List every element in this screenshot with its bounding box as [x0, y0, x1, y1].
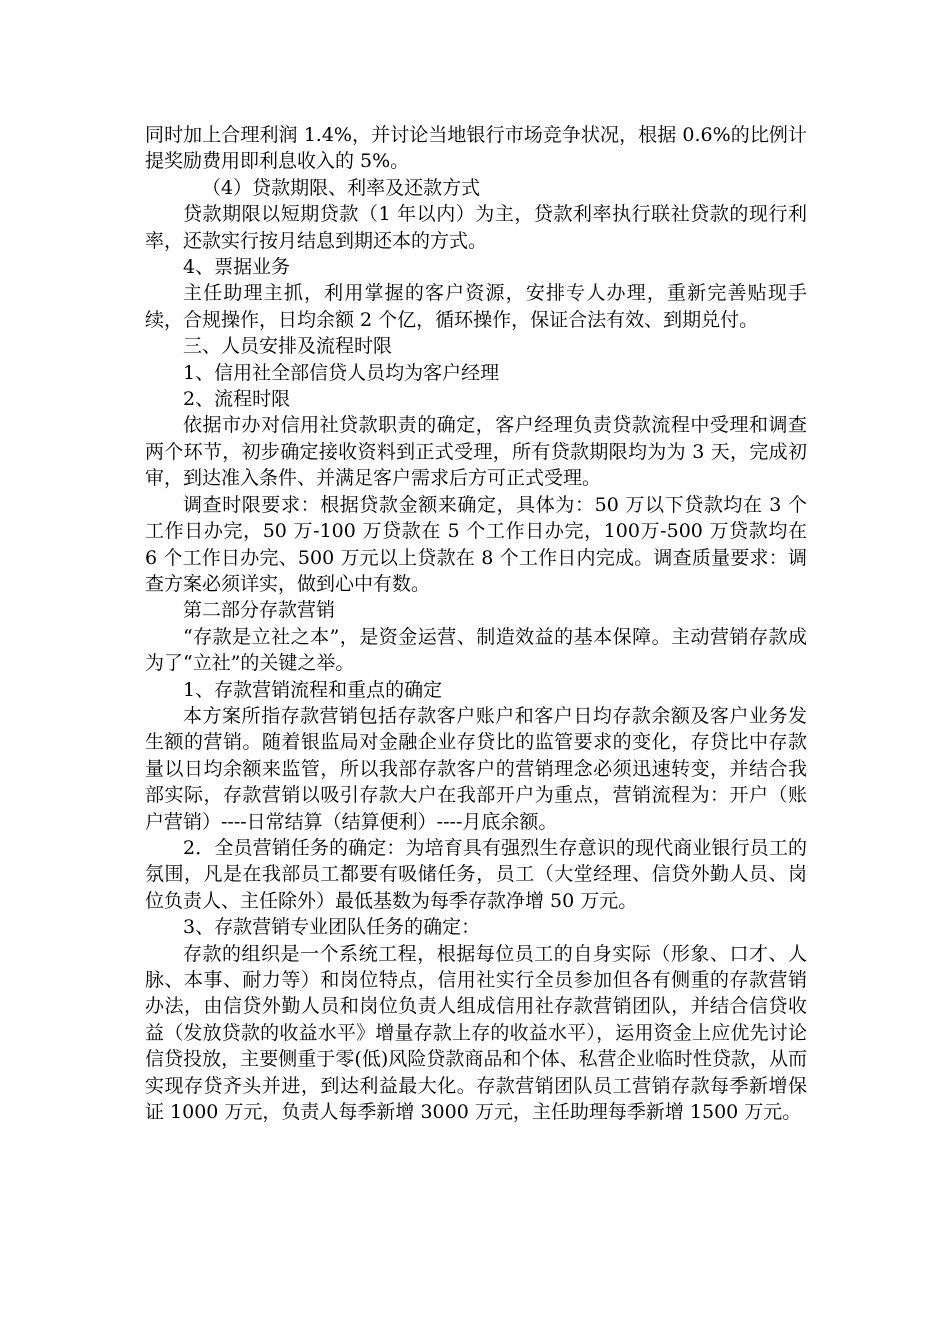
paragraph-investigation-time: 调查时限要求：根据贷款金额来确定，具体为：50 万以下贷款均在 3 个工作日办完，50 万-100 万贷款在 5 个工作日办完，100万-500 万贷款均在 6 个工作日办完、500 万元以上贷款在 8 个工作日内完成。调查质量要求：调查方案必须详实，做到心中有数。 — [145, 493, 807, 595]
heading-deposit-process: 1、存款营销流程和重点的确定 — [183, 678, 443, 701]
heading-bill-business: 4、票据业务 — [183, 256, 291, 279]
paragraph-deposit-foundation: “存款是立社之本”，是资金运营、制造效益的基本保障。主动营销存款成为了“立社”的关键之举。 — [145, 625, 807, 675]
paragraph-team-task: 存款的组织是一个系统工程，根据每位员工的自身实际（形象、口才、人脉、本事、耐力等）和岗位特点，信用社实行全员参加但各有侧重的存款营销办法，由信贷外勤人员和岗位负责人组成信用社存款营销团队，并结合信贷收益（发放贷款的收益水平》增量存款上存的收益水平），运用资金上应优先讨论信贷投放，主要侧重于零(低)风险贷款商品和个体、私营企业临时性贷款，从而实现存贷齐头并进，到达利益最大化。存款营销团队员工营销存款每季新增保证 1000 万元，负责人每季新增 3000 万元，主任助理每季新增 1500 万元。 — [145, 942, 807, 1124]
heading-part-two-deposit: 第二部分存款营销 — [183, 599, 336, 622]
heading-credit-staff: 1、信用社全部信贷人员均为客户经理 — [183, 361, 500, 384]
document-page — [145, 122, 807, 1125]
heading-team-task: 3、存款营销专业团队任务的确定： — [183, 916, 481, 939]
paragraph-bill-business: 主任助理主抓，利用掌握的客户资源，安排专人办理，重新完善贴现手续，合规操作，日均余额 2 个亿，循环操作，保证合法有效、到期兑付。 — [145, 282, 807, 331]
paragraph-loan-term: 贷款期限以短期贷款（1 年以内）为主，贷款利率执行联社贷款的现行利率，还款实行按月结息到期还本的方式。 — [145, 203, 807, 252]
paragraph-all-staff-task: 2．全员营销任务的确定：为培育具有强烈生存意识的现代商业银行员工的氛围，凡是在我部员工都要有吸储任务，员工（大堂经理、信贷外勤人员、岗位负责人、主任除外）最低基数为每季存款净增 50 万元。 — [145, 836, 807, 912]
paragraph-interest-continuation: 同时加上合理利润 1.4%，并讨论当地银行市场竞争状况，根据 0.6%的比例计提奖励费用即利息收入的 5%。 — [145, 124, 807, 173]
paragraph-deposit-process: 本方案所指存款营销包括存款客户账户和客户日均存款余额及客户业务发生额的营销。随着银监局对金融企业存贷比的监管要求的变化，存贷比中存款量以日均余额来监管，所以我部存款客户的营销理念必须迅速转变，并结合我部实际，存款营销以吸引存款大户在我部开户为重点，营销流程为：开户（账户营销）----日常结算（结算便利）----月底余额。 — [145, 704, 807, 833]
heading-staffing: 三、人员安排及流程时限 — [183, 335, 393, 358]
heading-loan-term: （4）贷款期限、利率及还款方式 — [202, 176, 481, 199]
heading-process-time: 2、流程时限 — [183, 388, 291, 411]
paragraph-process-time: 依据市办对信用社贷款职责的确定，客户经理负责贷款流程中受理和调查两个环节，初步确定接收资料到正式受理，所有贷款期限均为为 3 天，完成初审，到达准入条件、并满足客户需求后方可正式受理。 — [145, 414, 807, 490]
